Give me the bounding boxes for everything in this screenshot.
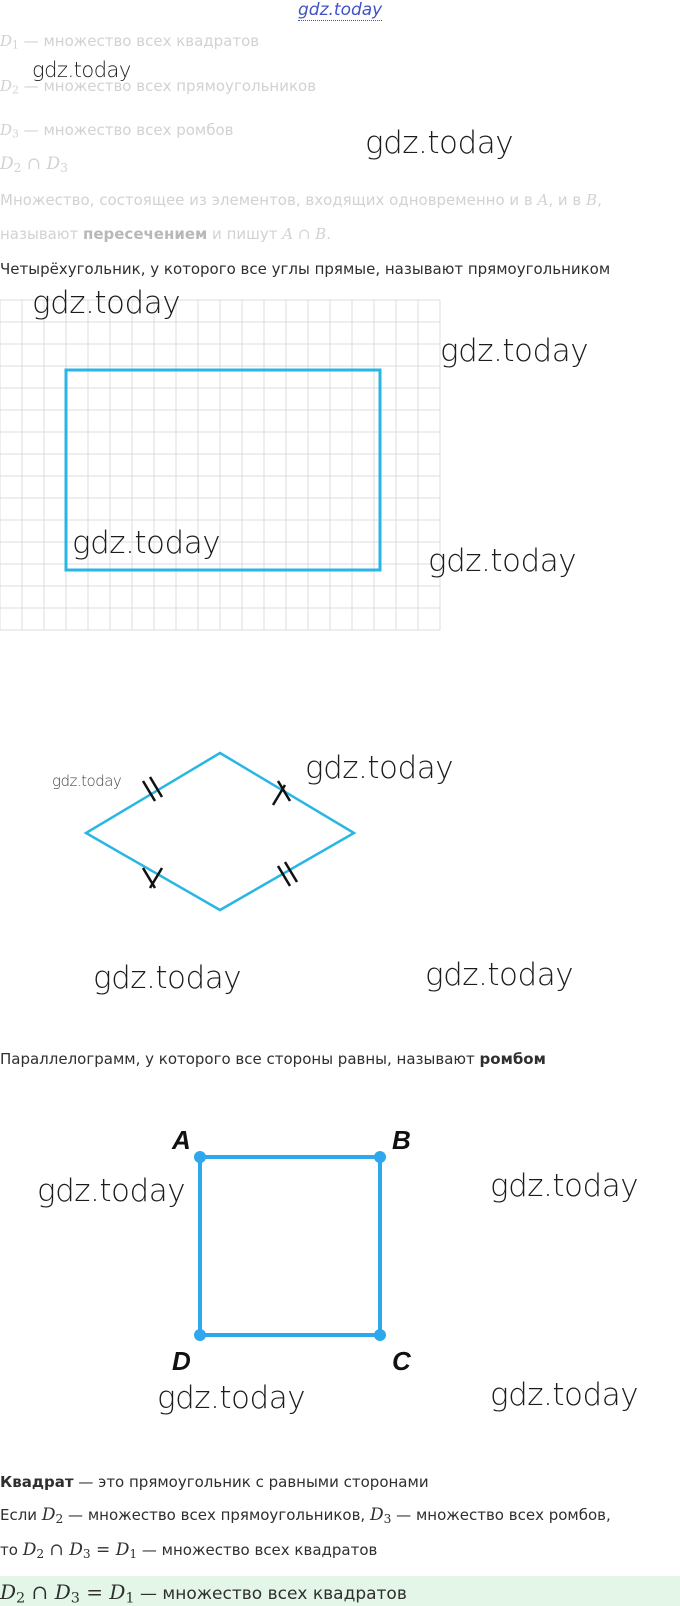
line-text: Если (0, 1506, 42, 1524)
line-text: — множество всех ромбов, (391, 1506, 611, 1524)
square-shape (200, 1157, 380, 1335)
def-term: пересечением (82, 225, 208, 243)
caption-term: ромбом (479, 1050, 546, 1068)
math-operator: = (79, 1580, 110, 1604)
math-symbol: D (0, 77, 13, 95)
watermark-text: gdz.today (425, 957, 574, 993)
math-d2 (42, 1505, 63, 1525)
math-d3 (370, 1505, 391, 1525)
definition-term: Квадрат (0, 1473, 74, 1491)
math-symbol: D (22, 1540, 37, 1560)
math-subscript: 1 (12, 38, 19, 52)
math-symbol: D (0, 1580, 17, 1604)
math-symbol: D (0, 121, 13, 139)
math-operator: = (90, 1540, 116, 1560)
math-d1 (0, 32, 19, 50)
line-text: то (0, 1541, 23, 1559)
then-line (0, 1540, 377, 1561)
watermark-text: gdz.today (32, 58, 131, 82)
math-subscript: 3 (383, 1512, 392, 1527)
def-text: называют (0, 225, 83, 243)
equal-side-ticks (143, 777, 297, 888)
rhombus-caption (0, 1050, 546, 1068)
math-subscript: 2 (55, 1512, 64, 1527)
vertex-d (194, 1329, 206, 1341)
math-a: A (537, 191, 549, 209)
line-d1 (0, 32, 259, 52)
square-figure (160, 1115, 430, 1375)
vertex-b (374, 1151, 386, 1163)
watermark-text: gdz.today (490, 1377, 639, 1413)
line-text: — множество всех прямоугольников, (63, 1506, 370, 1524)
math-expression (23, 1540, 137, 1560)
math-intersection (0, 154, 68, 174)
math-subscript: 2 (12, 83, 19, 97)
definition-line-1 (0, 191, 602, 209)
line-text: — множество всех квадратов (137, 1541, 378, 1559)
math-subscript: 1 (129, 1547, 138, 1562)
line-text: — множество всех ромбов (18, 121, 234, 139)
def-text: , и в (548, 191, 587, 209)
math-subscript: 3 (70, 1590, 80, 1606)
label-a: A (172, 1125, 191, 1155)
math-symbol: D (41, 1505, 56, 1525)
vertex-a (194, 1151, 206, 1163)
math-subscript: 2 (36, 1547, 45, 1562)
math-operator: ∩ (44, 1540, 70, 1560)
def-text: Множество, состоящее из элементов, входящих одновременно и в (0, 191, 538, 209)
math-subscript: 2 (16, 1590, 26, 1606)
rectangle-caption: Четырёхугольник, у которого все углы прямые, называют прямоугольником (0, 260, 611, 278)
def-text: , (597, 191, 602, 209)
math-symbol: D (46, 154, 61, 174)
def-text: и пишут (207, 225, 283, 243)
math-subscript: 2 (13, 161, 22, 176)
math-subscript: 3 (82, 1547, 91, 1562)
caption-text: Параллелограмм, у которого все стороны равны, называют (0, 1050, 480, 1068)
def-text: . (326, 225, 331, 243)
math-operator: ∩ (25, 1580, 55, 1604)
watermark-text: gdz.today (305, 750, 454, 786)
top-site-link-wrapper (298, 0, 382, 20)
if-line (0, 1505, 611, 1526)
square-definition (0, 1473, 429, 1491)
math-subscript: 1 (125, 1590, 135, 1606)
line-text: — множество всех квадратов (134, 1584, 407, 1604)
math-symbol: D (0, 154, 14, 174)
watermark-text: gdz.today (72, 525, 221, 561)
math-subscript: 3 (12, 127, 19, 141)
watermark-text: gdz.today (428, 543, 577, 579)
math-symbol: D (0, 32, 13, 50)
vertex-c (374, 1329, 386, 1341)
watermark-text: gdz.today (93, 960, 242, 996)
math-expression (0, 1580, 135, 1604)
watermark-text: gdz.today (37, 1173, 186, 1209)
definition-line-2 (0, 225, 331, 243)
watermark-text: gdz.today (490, 1168, 639, 1204)
watermark-text: gdz.today (32, 285, 181, 321)
definition-text: — это прямоугольник с равными сторонами (73, 1473, 429, 1491)
line-intersection (0, 154, 68, 175)
label-c: C (392, 1346, 411, 1376)
line-d3 (0, 121, 234, 141)
top-site-link[interactable]: gdz.today (298, 0, 383, 20)
watermark-text: gdz.today (157, 1380, 306, 1416)
math-d2 (0, 77, 19, 95)
line-text: — множество всех квадратов (18, 32, 260, 50)
math-symbol: D (54, 1580, 71, 1604)
math-symbol: D (369, 1505, 384, 1525)
math-symbol: D (115, 1540, 130, 1560)
result-line (0, 1580, 407, 1606)
math-subscript: 3 (60, 161, 68, 176)
math-d3 (0, 121, 19, 139)
math-operator: ∩ (21, 154, 47, 174)
rectangle-grid-figure (0, 300, 440, 630)
watermark-text: gdz.today (52, 772, 122, 790)
label-b: B (392, 1125, 411, 1155)
math-symbol: D (109, 1580, 126, 1604)
math-symbol: D (69, 1540, 83, 1560)
math-expression: A ∩ B (282, 225, 327, 243)
label-d: D (172, 1346, 191, 1376)
watermark-text: gdz.today (440, 333, 589, 369)
math-b: B (586, 191, 598, 209)
line-text: — множество всех прямоугольников (18, 77, 317, 95)
watermark-text: gdz.today (365, 125, 514, 161)
